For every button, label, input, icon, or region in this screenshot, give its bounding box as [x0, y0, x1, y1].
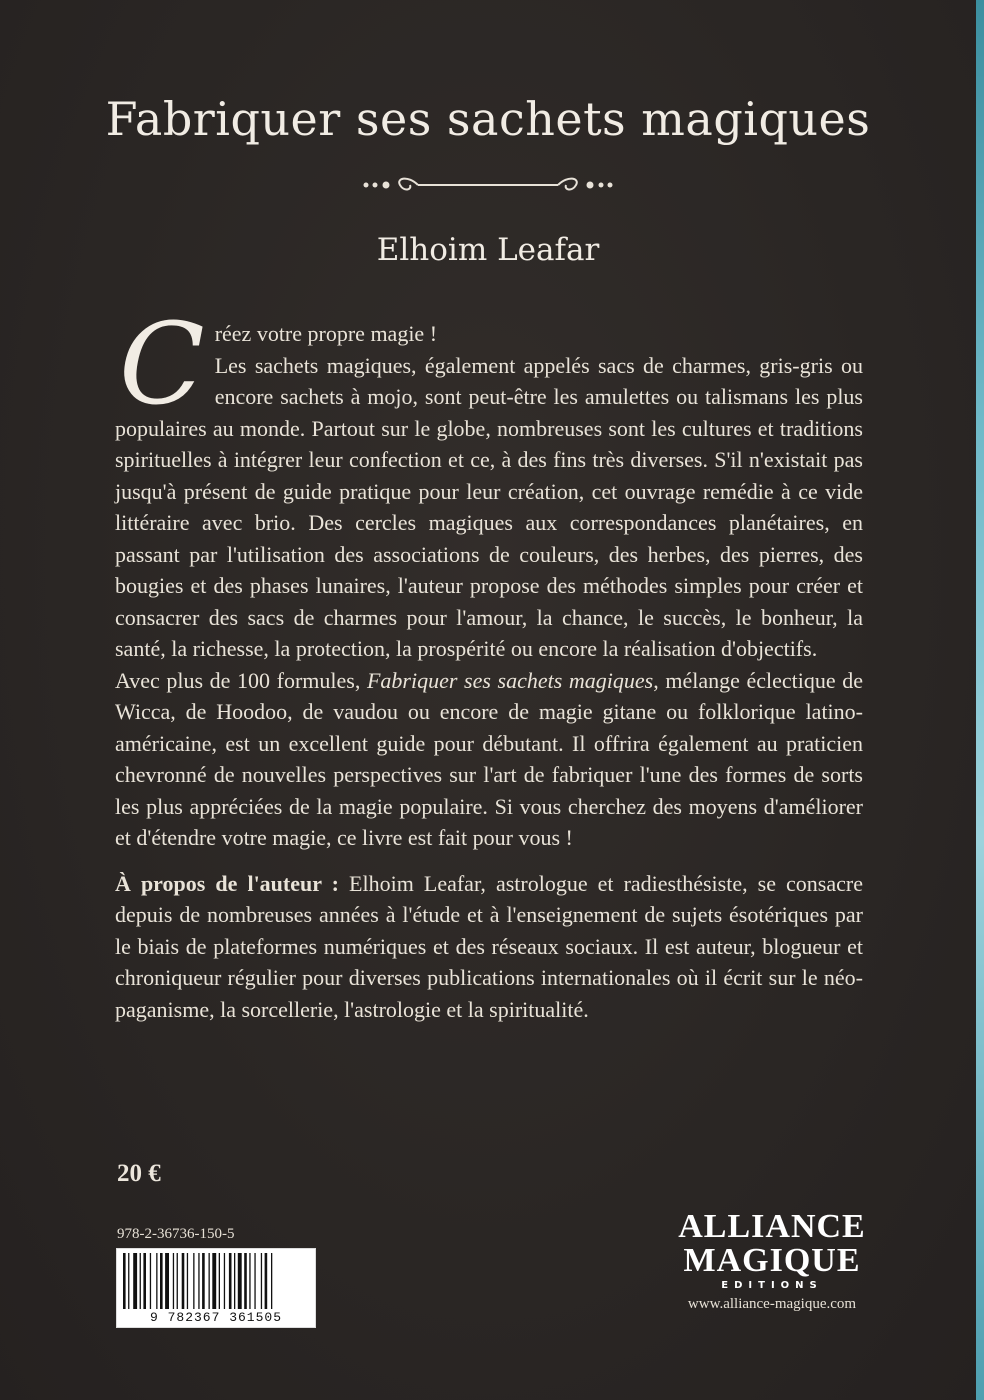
paragraph-2	[115, 665, 863, 854]
publisher-line-3: EDITIONS	[721, 1280, 823, 1291]
isbn: 978-2-36736-150-5	[117, 1226, 235, 1242]
about-author-text: Elhoim Leafar, astrologue et radiesthésiste, se consacre depuis de nombreuses années à l'étude et à l'enseignement de sujets ésotériques par le biais de plateformes numériques et des réseaux sociaux. Il est auteur, blogueur et chroniqueur régulier pour diverses publications internationales où il écrit sur le néo-paganisme, la sorcellerie, l'astrologie et la spiritualité.	[115, 870, 863, 1022]
paragraph-2-book-title: Fabriquer ses sachets magiques	[366, 667, 654, 693]
barcode	[116, 1248, 316, 1328]
cover-edge	[976, 0, 984, 1400]
paragraph-2-rest: , mélange éclectique de Wicca, de Hoodoo, de vaudou ou encore de magie gitane ou folklorique latino-américaine, est un excellent guide pour débutant. Il offrira également au praticien chevronné de nouvelles perspectives sur l'art de fabriquer l'une des formes de sorts les plus appréciées de la magie populaire. Si vous cherchez des moyens d'améliorer et d'étendre votre magie, ce livre est fait pour vous !	[115, 667, 863, 850]
publisher-line-2: MAGIQUE	[683, 1242, 861, 1279]
ornament-divider-icon	[360, 170, 616, 200]
price: 20 €	[117, 1160, 161, 1187]
publisher-logo	[672, 1210, 872, 1291]
book-title: Fabriquer ses sachets magiques	[105, 92, 871, 146]
author-name: Elhoim Leafar	[376, 232, 600, 268]
about-author	[115, 868, 863, 1026]
about-author-label: À propos de l'auteur :	[115, 870, 339, 896]
publisher-website: www.alliance-magique.com	[687, 1296, 857, 1312]
intro-line: réez votre propre magie !	[214, 321, 438, 346]
description	[115, 300, 863, 1025]
barcode-bars-icon	[123, 1253, 309, 1309]
publisher-line-1: ALLIANCE	[678, 1208, 866, 1245]
paragraph-1: Les sachets magiques, également appelés sacs de charmes, gris-gris ou encore sachets à mojo, sont peut-être les amulettes ou talismans les plus populaires au monde. Partout sur le globe, nombreuses sont les cultures et traditions spirituelles à intégrer leur confection et ce, à des fins très diverses. S'il n'existait pas jusqu'à présent de guide pratique pour leur création, cet ouvrage remédie à ce vide littéraire avec brio. Des cercles magiques aux correspondances planétaires, en passant par l'utilisation des associations de couleurs, des herbes, des pierres, des bougies et des phases lunaires, l'auteur propose des méthodes simples pour créer et consacrer des sacs de charmes pour l'amour, la chance, le succès, le bonheur, la santé, la richesse, la protection, la prospérité ou encore la réalisation d'objectifs.	[115, 352, 863, 661]
barcode-number: 9 782367 361505	[149, 1310, 283, 1325]
drop-cap: C	[119, 300, 205, 430]
paragraph-2-start: Avec plus de 100 formules,	[115, 667, 367, 693]
